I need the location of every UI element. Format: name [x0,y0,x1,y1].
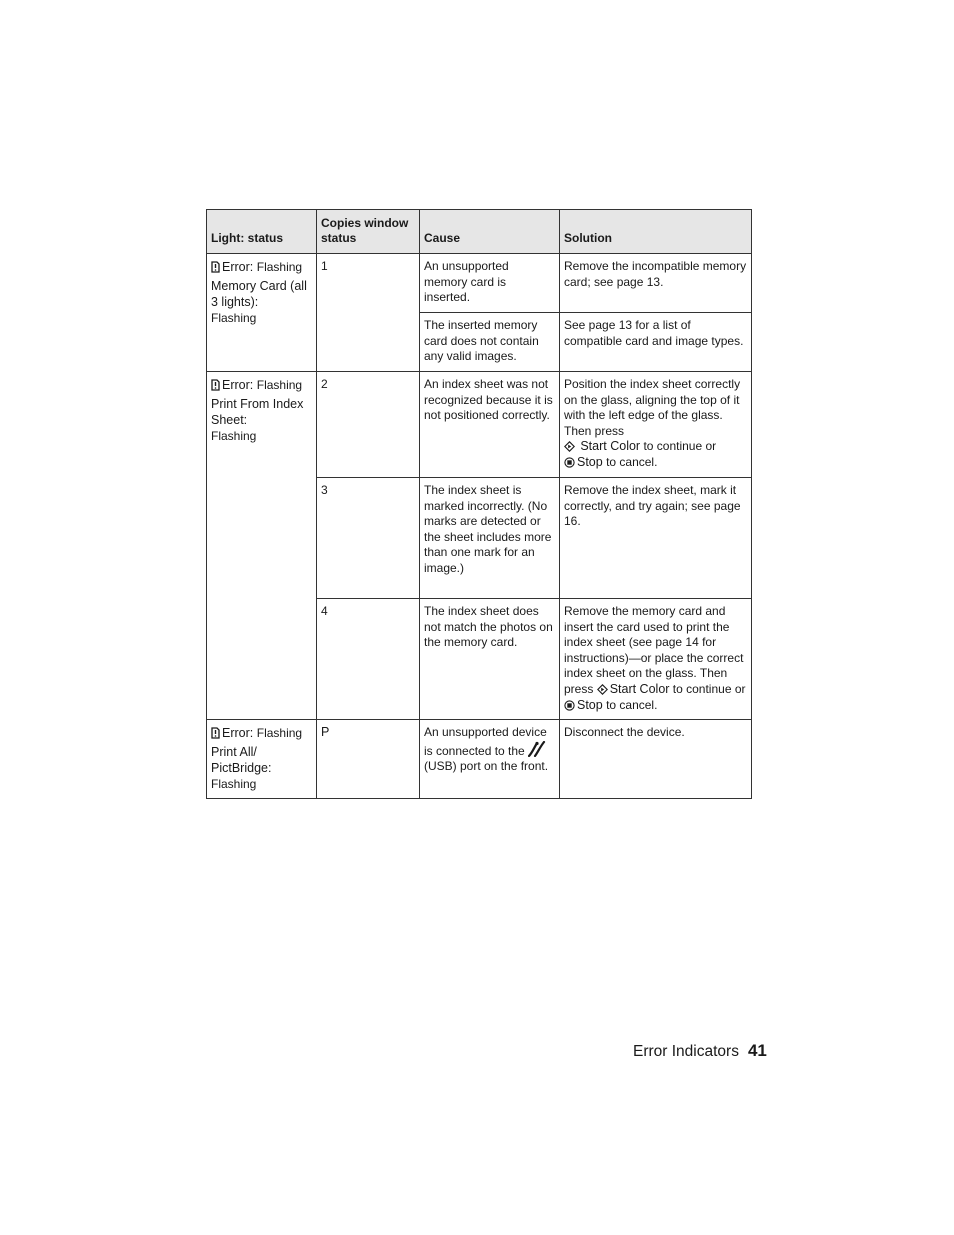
table-row [207,254,752,313]
light-status-cell: Error: Flashing Print From Index Sheet: Flashing [207,372,317,720]
error-label: Error [222,378,250,392]
error-state: Flashing [256,726,303,741]
solution-cell: Remove the index sheet, mark it correctly, and try again; see page 16. [560,478,752,599]
stop-label: Stop [577,697,603,712]
error-state: Flashing [256,260,303,274]
copies-cell: P [317,720,420,799]
light-state: Flashing [211,311,257,325]
page-footer [633,1041,767,1062]
error-label: Error [222,726,250,741]
cause-cell: The index sheet does not match the photos on the memory card. [420,599,560,720]
start-diamond-icon [564,441,575,452]
light-status-cell: Error: Flashing Print All/ PictBridge: Flashing [207,720,317,799]
cause-cell: An unsupported device is connected to the (USB) port on the front. [420,720,560,799]
copies-cell: 4 [317,599,420,720]
table-row [207,372,752,478]
cause-cell: The index sheet is marked incorrectly. (No marks are detected or the sheet includes more than one mark for an image.) [420,478,560,599]
cause-cell: The inserted memory card does not contain any valid images. [420,313,560,372]
stop-icon [564,457,575,468]
stop-label: Stop [577,454,603,469]
error-label: Error [222,260,250,274]
table-row [207,720,752,799]
section-title: Error Indicators [633,1043,739,1060]
error-light-icon [211,379,220,391]
light-name: Print From Index Sheet [211,397,304,427]
header-cause: Cause [420,210,560,254]
cause-cell: An unsupported memory card is inserted. [420,254,560,313]
copies-cell: 2 [317,372,420,478]
page-number: 41 [747,1041,767,1060]
solution-cell: Position the index sheet correctly on the glass, aligning the top of it with the left edge of the glass. Then press Start Color to continue or Stop to cancel. [560,372,752,478]
start-color-label: Start Color [580,439,641,454]
copies-cell: 3 [317,478,420,599]
light-name: Memory Card (all 3 lights) [211,279,307,309]
error-state: Flashing [256,378,303,392]
copies-cell: 1 [317,254,420,372]
error-light-icon [211,727,220,739]
header-light-status: Light: status [207,210,317,254]
stop-icon [564,700,575,711]
error-light-icon [211,261,220,273]
light-name: Print All/ PictBridge [211,745,268,776]
solution-cell: Remove the memory card and insert the card used to print the index sheet (see page 14 for instructions)—or place the correct index sheet on the glass. Then press Start Color to continue or Stop to cancel. [560,599,752,720]
start-color-label: Start Color [609,681,670,696]
usb-port-icon [528,741,546,757]
header-solution: Solution [560,210,752,254]
solution-cell: Remove the incompatible memory card; see page 13. [560,254,752,313]
header-copies-window-status: Copies window status [317,210,420,254]
solution-cell: See page 13 for a list of compatible card and image types. [560,313,752,372]
solution-cell: Disconnect the device. [560,720,752,799]
table-header-row [207,210,752,254]
light-state: Flashing [211,429,257,443]
start-diamond-icon [597,684,608,695]
cause-cell: An index sheet was not recognized because it is not positioned correctly. [420,372,560,478]
error-indicators-table [206,209,752,799]
light-state: Flashing [211,777,257,792]
light-status-cell: Error: Flashing Memory Card (all 3 lights): Flashing [207,254,317,372]
